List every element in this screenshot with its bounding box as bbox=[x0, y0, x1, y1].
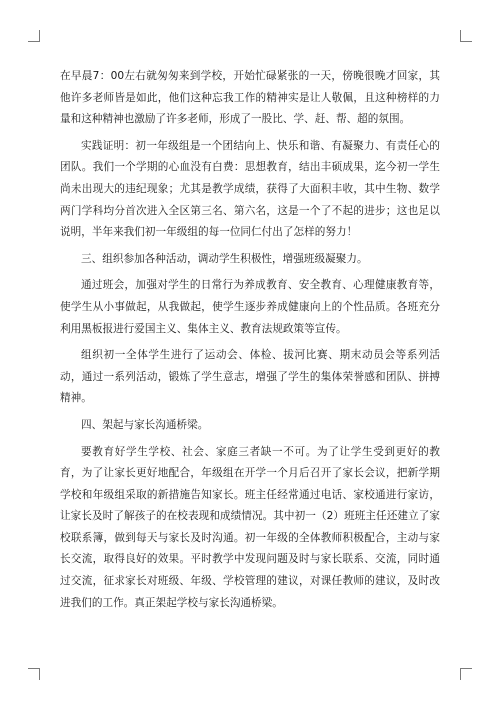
crop-mark-bottom-right bbox=[460, 668, 472, 680]
crop-mark-top-left bbox=[28, 30, 40, 42]
section-heading-activities: 三、组织参加各种活动，调动学生积极性，增强班级凝聚力。 bbox=[81, 252, 368, 265]
paragraph-parent-communication: 要教育好学生学校、社会、家庭三者缺一不可。为了让学生受到更好的教育，为了让家长更好地配合，年级组在开学一个月后召开了家长会议，把新学期学校和年级组采取的新措施告知家长。班主任经常通过电话、家校通进行家访，让家长及时了解孩子的在校表现和成绩情况。其中初一（2）班班主任还建立了家校联系簿，做到每天与家长及时沟通。初一年级的全体教师积极配合，主动与家长交流，取得良好的效果。平时教学中发现问题及时与家长联系、交流，同时通过交流，征求家长对班级、年级、学校管理的建议，对课任教师的建议，及时改进我们的工作。真正架起学校与家长沟通桥梁。 bbox=[60, 445, 440, 609]
paragraph-continued: 在早晨7：00左右就匆匆来到学校，开始忙碌紧张的一天，傍晚很晚才回家，其他许多老师皆是如此，他们这种忘我工作的精神实是让人敬佩，且这种榜样的力量和这种精神也激励了许多老师，形成了一股比、学、赶、帮、超的氛围。 bbox=[60, 70, 440, 126]
crop-mark-top-right bbox=[460, 30, 472, 42]
paragraph-organized-activities: 组织初一全体学生进行了运动会、体检、拔河比赛、期末动员会等系列活动，通过一系列活动，锻炼了学生意志，增强了学生的集体荣誉感和团队、拼搏精神。 bbox=[60, 349, 440, 405]
paragraph-practice-proof: 实践证明：初一年级组是一个团结向上、快乐和谐、有凝聚力、有责任心的团队。我们一个学期的心血没有白费：思想教育，结出丰硕成果，迄今初一学生尚未出现大的违纪现象；尤其是教学成绩，获得了大面积丰收，其中生物、数学两门学科均分首次进入全区第三名、第六名，这是一个了不起的进步；这也足以说明，半年来我们初一年级组的每一位同仁付出了怎样的努力！ bbox=[60, 139, 440, 239]
section-heading-parent-bridge: 四、架起与家长沟通桥梁。 bbox=[81, 418, 209, 431]
paragraph-class-meetings: 通过班会，加强对学生的日常行为养成教育、安全教育、心理健康教育等，使学生从小事做起，从我做起，使学生逐步养成健康向上的个性品质。各班充分利用黑板报进行爱国主义、集体主义、教育法规政策等宣传。 bbox=[60, 279, 440, 335]
crop-mark-bottom-left bbox=[28, 668, 40, 680]
document-body bbox=[60, 66, 440, 614]
